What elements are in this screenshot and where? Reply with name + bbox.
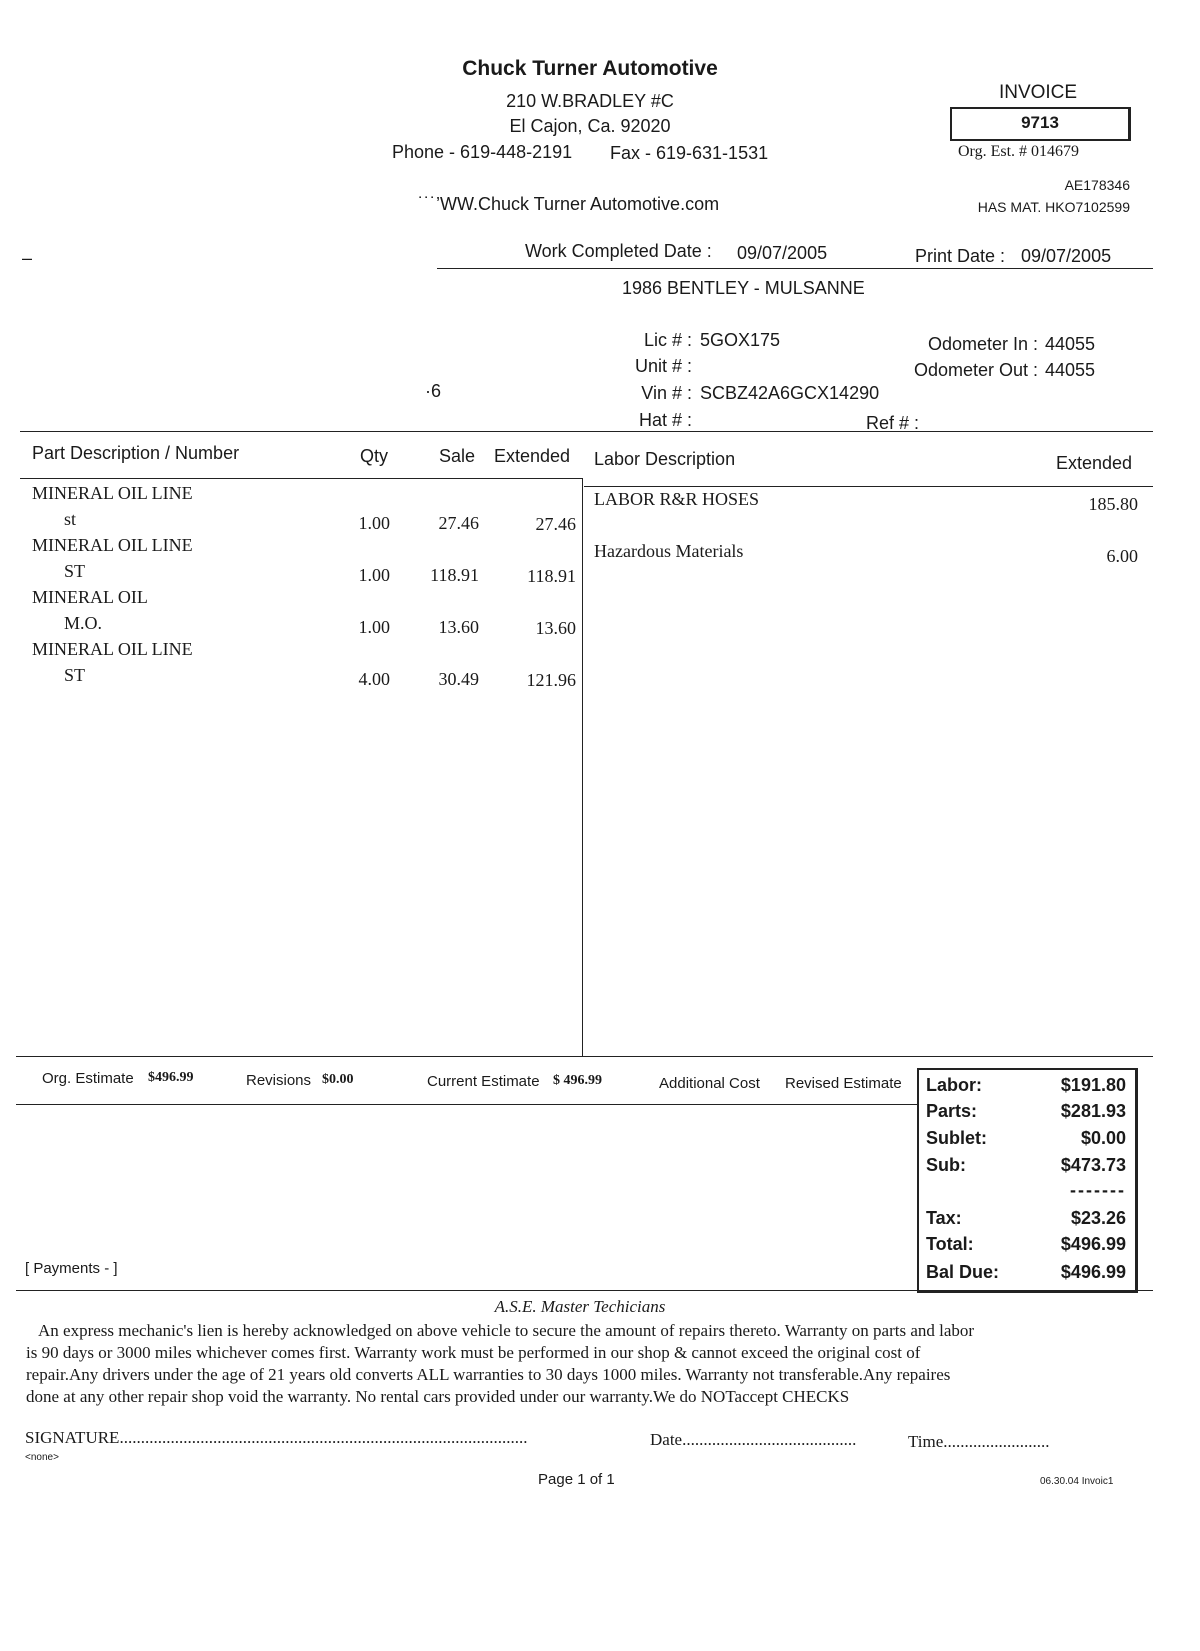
part-qty: 1.00 — [358, 565, 390, 585]
lien-warranty-text — [26, 1320, 1136, 1408]
part-extended: 121.96 — [526, 670, 576, 690]
revisions-value: $0.00 — [322, 1072, 354, 1087]
part-number: ST — [64, 561, 86, 581]
lic-label: Lic # : — [643, 330, 692, 350]
ae-number: AE178346 — [1064, 177, 1130, 193]
vehicle-title: 1986 BENTLEY - MULSANNE — [622, 278, 865, 298]
labor-header-rule — [584, 486, 1153, 487]
part-extended: 13.60 — [535, 618, 576, 638]
part-description: MINERAL OIL — [32, 587, 148, 607]
parts-header-rule — [20, 478, 582, 479]
signature-line: SIGNATURE................................................................................................ — [25, 1428, 528, 1447]
ref-label: Ref # : — [866, 413, 920, 433]
lien-line: done at any other repair shop void the warranty. No rental cars provided under our warranty.We do NOTaccept CHECKS — [26, 1387, 850, 1406]
totals-sublet-label: Sublet: — [926, 1128, 987, 1148]
invoice-label: INVOICE — [998, 82, 1078, 103]
part-sale: 13.60 — [438, 617, 479, 637]
customer-mark: ·6 — [425, 381, 442, 401]
odometer-out-label: Odometer Out : — [913, 360, 1038, 380]
shop-website: ˙˙˙’WW.Chuck Turner Automotive.com — [418, 194, 720, 214]
signature-name: <none> — [25, 1452, 59, 1463]
print-date: 09/07/2005 — [1021, 246, 1112, 266]
payments-label: [ Payments - ] — [25, 1260, 118, 1277]
table-top-rule — [20, 431, 1153, 432]
work-completed-date: 09/07/2005 — [737, 243, 828, 263]
totals-balance-due-label: Bal Due: — [926, 1262, 1000, 1282]
part-qty: 1.00 — [358, 513, 390, 533]
invoice-number: 9713 — [1021, 113, 1059, 132]
unit-label: Unit # : — [634, 356, 692, 376]
shop-phone: Phone - 619-448-2191 — [392, 142, 573, 162]
margin-dash: – — [22, 248, 33, 268]
totals-sub-label: Sub: — [926, 1155, 966, 1175]
totals-labor-label: Labor: — [926, 1075, 982, 1095]
odometer-in-label: Odometer In : — [927, 334, 1038, 354]
totals-total-value: $496.99 — [1060, 1234, 1126, 1254]
totals-parts-value: $281.93 — [1060, 1101, 1126, 1121]
hat-label: Hat # : — [638, 410, 692, 430]
part-sale: 30.49 — [438, 669, 479, 689]
header-divider — [437, 268, 1153, 269]
part-qty: 4.00 — [358, 669, 390, 689]
part-sale: 27.46 — [438, 513, 479, 533]
parts-header-sale: Sale — [439, 446, 476, 466]
part-description: MINERAL OIL LINE — [32, 483, 193, 503]
part-number: M.O. — [64, 613, 103, 633]
lic-value: 5GOX175 — [700, 330, 781, 350]
revised-estimate-label: Revised Estimate — [785, 1075, 902, 1092]
ase-certification: A.S.E. Master Techicians — [494, 1297, 666, 1316]
vin-label: Vin # : — [641, 383, 692, 403]
totals-sub-value: $473.73 — [1060, 1155, 1126, 1175]
totals-separator: ------- — [1070, 1180, 1126, 1200]
shop-name: Chuck Turner Automotive — [462, 57, 718, 80]
print-date-label: Print Date : — [915, 246, 1006, 266]
totals-total-label: Total: — [926, 1234, 974, 1254]
shop-address-line2: El Cajon, Ca. 92020 — [509, 116, 671, 136]
shop-fax: Fax - 619-631-1531 — [610, 143, 769, 163]
form-code: 06.30.04 Invoic1 — [1040, 1476, 1114, 1487]
lien-line: is 90 days or 3000 miles whichever comes first. Warranty work must be performed in our shop & cannot exceed the original cost of — [26, 1343, 921, 1362]
table-bottom-rule — [16, 1056, 1153, 1057]
part-number: st — [64, 509, 77, 529]
lien-line: An express mechanic's lien is hereby acknowledged on above vehicle to secure the amount of repairs thereto. Warranty on parts and labor — [38, 1321, 975, 1340]
labor-header-description: Labor Description — [594, 449, 736, 469]
labor-description: LABOR R&R HOSES — [594, 489, 760, 509]
estimates-rule — [16, 1104, 918, 1105]
parts-header-extended: Extended — [494, 446, 571, 466]
odometer-out-value: 44055 — [1045, 360, 1096, 380]
totals-tax-label: Tax: — [926, 1208, 962, 1228]
totals-sublet-value: $0.00 — [1080, 1128, 1126, 1148]
org-estimate-label: Org. Estimate — [42, 1070, 134, 1087]
labor-extended: 185.80 — [1088, 494, 1138, 514]
org-estimate-value: $496.99 — [148, 1070, 194, 1085]
additional-cost-label: Additional Cost — [659, 1075, 760, 1092]
part-qty: 1.00 — [358, 617, 390, 637]
has-mat-number: HAS MAT. HKO7102599 — [977, 199, 1130, 215]
shop-address-line1: 210 W.BRADLEY #C — [506, 91, 674, 111]
totals-tax-value: $23.26 — [1070, 1208, 1126, 1228]
work-completed-label: Work Completed Date : — [525, 241, 712, 261]
labor-extended: 6.00 — [1106, 546, 1138, 566]
table-column-divider — [582, 478, 583, 1056]
totals-balance-due-value: $496.99 — [1060, 1262, 1126, 1282]
part-extended: 27.46 — [535, 514, 576, 534]
current-estimate-value: $ 496.99 — [553, 1073, 602, 1088]
part-description: MINERAL OIL LINE — [32, 535, 193, 555]
current-estimate-label: Current Estimate — [427, 1073, 540, 1090]
totals-labor-value: $191.80 — [1060, 1075, 1126, 1095]
parts-header-qty: Qty — [360, 446, 389, 466]
odometer-in-value: 44055 — [1045, 334, 1096, 354]
labor-header-extended: Extended — [1056, 453, 1133, 473]
page-number: Page 1 of 1 — [538, 1471, 615, 1488]
vin-value: SCBZ42A6GCX14290 — [700, 383, 880, 403]
totals-parts-label: Parts: — [926, 1101, 978, 1121]
part-description: MINERAL OIL LINE — [32, 639, 193, 659]
part-sale: 118.91 — [430, 565, 479, 585]
org-estimate-number: Org. Est. # 014679 — [958, 143, 1080, 160]
time-line: Time......................... — [908, 1432, 1050, 1451]
footer-rule — [16, 1290, 1153, 1291]
part-extended: 118.91 — [527, 566, 576, 586]
parts-header-description: Part Description / Number — [32, 443, 240, 463]
part-number: ST — [64, 665, 86, 685]
lien-line: repair.Any drivers under the age of 21 years old converts ALL warranties to 30 days 1000 miles. Warranty not transferable.Any repaires — [26, 1365, 951, 1384]
revisions-label: Revisions — [246, 1072, 312, 1089]
labor-description: Hazardous Materials — [594, 541, 744, 561]
date-line: Date......................................... — [650, 1430, 857, 1449]
